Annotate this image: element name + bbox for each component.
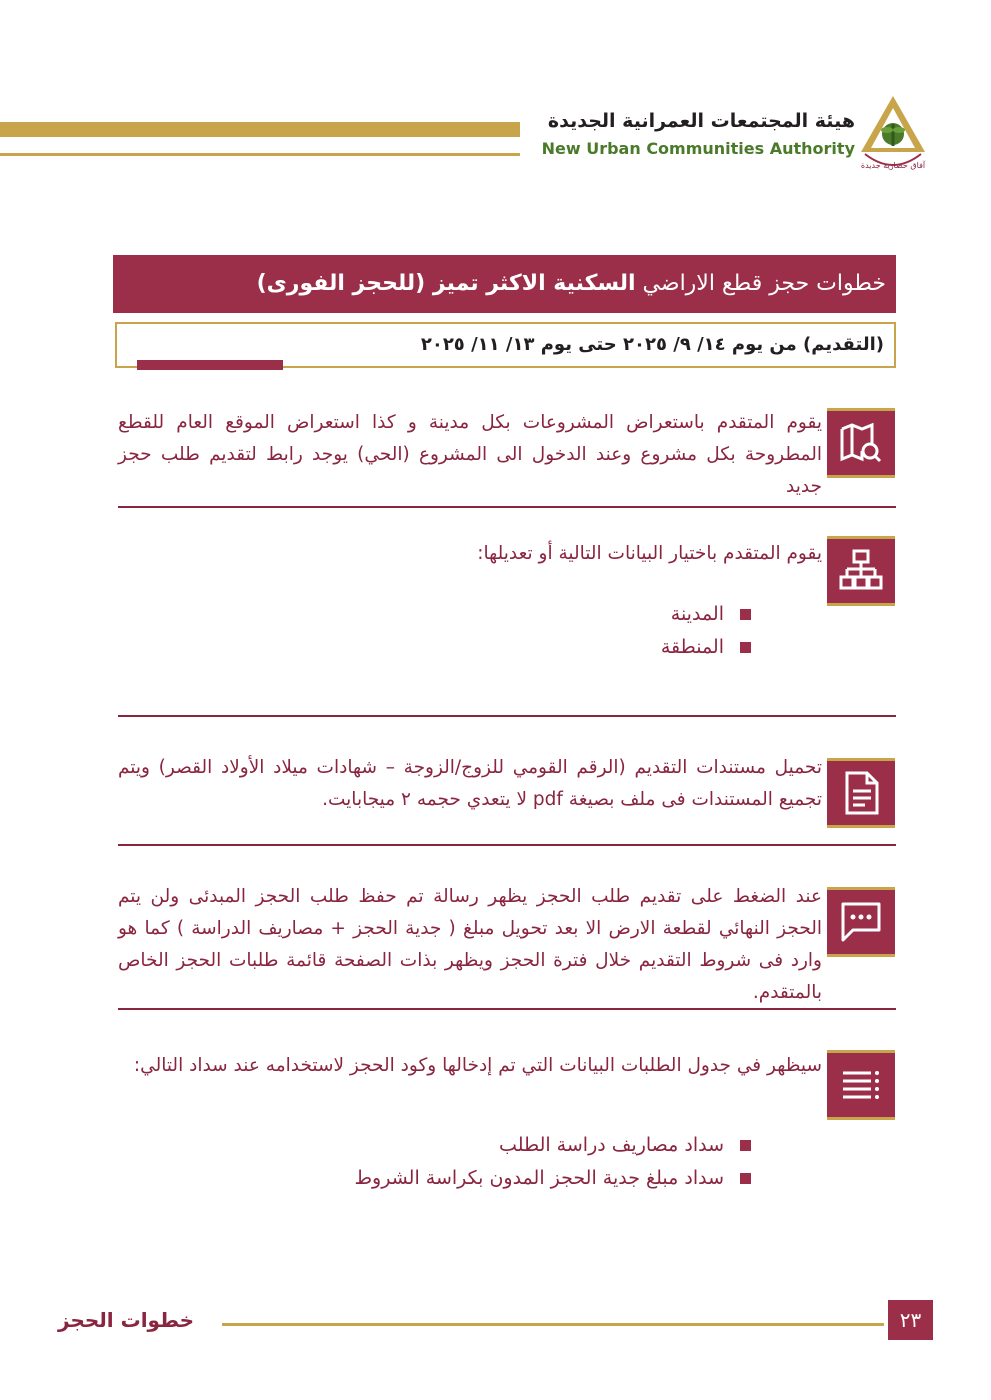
bullet-text: سداد مصاريف دراسة الطلب bbox=[499, 1134, 724, 1156]
step-separator bbox=[118, 506, 896, 508]
step-5-icon-box bbox=[827, 1050, 895, 1120]
step-2-text: يقوم المتقدم باختيار البيانات التالية أو تعديلها: bbox=[477, 543, 822, 564]
document-icon bbox=[839, 771, 883, 815]
title-part-2: السكنية الاكثر تميز (للحجز الفورى) bbox=[256, 271, 636, 296]
step-separator bbox=[118, 844, 896, 846]
step-2-bullet-2 bbox=[661, 636, 751, 658]
step-2-icon-box bbox=[827, 536, 895, 606]
section-title-bar bbox=[113, 255, 896, 313]
org-name-arabic: هيئة المجتمعات العمرانية الجديدة bbox=[547, 110, 855, 132]
bullet-square bbox=[740, 1173, 751, 1184]
date-accent-bar bbox=[137, 360, 283, 370]
nuca-logo bbox=[857, 94, 929, 174]
map-search-icon bbox=[839, 421, 883, 465]
header-gold-line bbox=[0, 153, 520, 156]
title-part-1: خطوات حجز قطع الاراضي bbox=[635, 271, 886, 296]
section-title bbox=[257, 255, 886, 313]
bullet-square bbox=[740, 1140, 751, 1151]
bullet-text: سداد مبلغ جدية الحجز المدون بكراسة الشروط bbox=[354, 1167, 724, 1189]
step-3-text: تحميل مستندات التقديم (الرقم القومي للزوج/الزوجة – شهادات ميلاد الأولاد القصر) ويتم تجميع المستندات فى ملف بصيغة pdf لا يتعدي حجمه ٢ ميجابايت. bbox=[118, 757, 822, 810]
page-number: ٢٣ bbox=[888, 1300, 933, 1340]
bullet-text: المدينة bbox=[670, 603, 724, 625]
step-5-text: سيظهر في جدول الطلبات البيانات التي تم إدخالها وكود الحجز لاستخدامه عند سداد التالي: bbox=[133, 1055, 822, 1076]
header-gold-bar bbox=[0, 122, 520, 137]
step-4-icon-box bbox=[827, 887, 895, 957]
logo-caption: آفاق حضارية جديدة bbox=[860, 161, 926, 170]
bullet-square bbox=[740, 642, 751, 653]
list-icon bbox=[839, 1063, 883, 1107]
chat-bubble-icon bbox=[839, 900, 883, 944]
step-separator bbox=[118, 1008, 896, 1010]
footer-section-title: خطوات الحجز bbox=[58, 1308, 194, 1332]
sitemap-icon bbox=[839, 549, 883, 593]
step-3-icon-box bbox=[827, 758, 895, 828]
step-5-bullet-1 bbox=[499, 1134, 751, 1156]
step-4-text: عند الضغط على تقديم طلب الحجز يظهر رسالة تم حفظ طلب الحجز المبدئى ولن يتم الحجز النهائي لقطعة الارض الا بعد تحويل مبلغ ( جدية الحجز + مصاريف الدراسة ) كما هو وارد فى شروط التقديم خلال فترة الحجز ويظهر بذات الصفحة قائمة طلبات الحجز الخاص بالمتقدم. bbox=[118, 886, 822, 1003]
step-separator bbox=[118, 715, 896, 717]
step-1-icon-box bbox=[827, 408, 895, 478]
bullet-square bbox=[740, 609, 751, 620]
bullet-text: المنطقة bbox=[660, 636, 724, 658]
org-name-english: New Urban Communities Authority bbox=[541, 139, 855, 158]
date-range-text: (التقديم) من يوم ١٤/ ٩/ ٢٠٢٥ حتى يوم ١٣/ ١١/ ٢٠٢٥ bbox=[420, 334, 884, 355]
footer-gold-line bbox=[222, 1323, 884, 1326]
step-5-bullet-2 bbox=[354, 1167, 751, 1189]
step-2-bullet-1 bbox=[671, 603, 751, 625]
step-1-text: يقوم المتقدم باستعراض المشروعات بكل مدينة و كذا استعراض الموقع العام للقطع المطروحة بكل مشروع وعند الدخول الى المشروع (الحي) يوجد رابط لتقديم طلب حجز جديد bbox=[118, 412, 822, 497]
